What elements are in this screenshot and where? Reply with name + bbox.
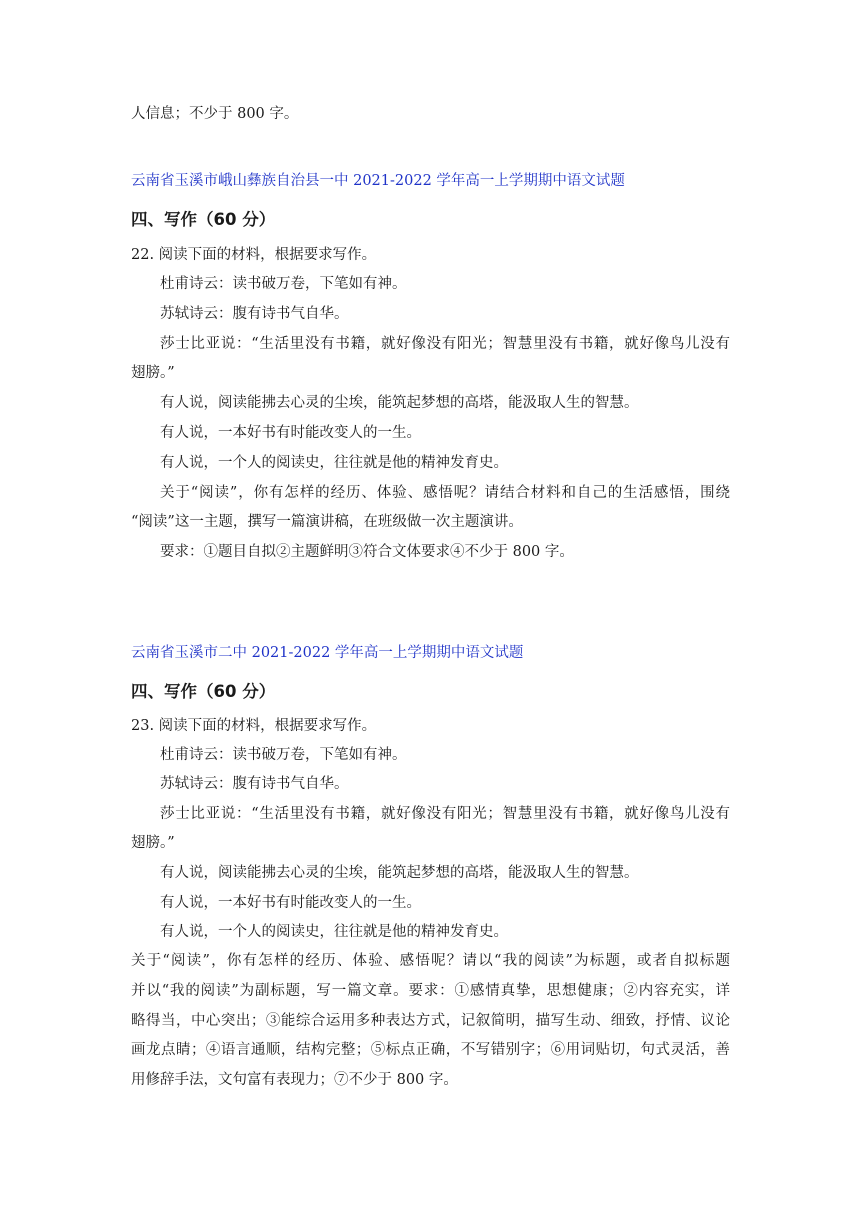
prompt-line: 关于“阅读”，你有怎样的经历、体验、感悟呢？请结合材料和自己的生活感悟，围绕: [160, 485, 730, 501]
material-line: 有人说，阅读能拂去心灵的尘埃，能筑起梦想的高塔，能汲取人生的智慧。: [160, 865, 639, 881]
material-line: 有人说，阅读能拂去心灵的尘埃，能筑起梦想的高塔，能汲取人生的智慧。: [160, 395, 639, 411]
continued-text: 人信息；不少于 800 字。: [131, 106, 299, 122]
section-heading-1: 四、写作（60 分）: [131, 210, 276, 229]
material-line: 有人说，一个人的阅读史，往往就是他的精神发育史。: [160, 455, 508, 471]
section-heading-2: 四、写作（60 分）: [131, 682, 276, 701]
material-line: 翅膀。”: [131, 365, 175, 381]
requirements-line: 要求：①题目自拟②主题鲜明③符合文体要求④不少于 800 字。: [160, 544, 574, 560]
prompt-line: 并以“我的阅读”为副标题，写一篇文章。要求：①感情真挚，思想健康；②内容充实，详: [131, 983, 730, 999]
material-line: 莎士比亚说：“生活里没有书籍，就好像没有阳光；智慧里没有书籍，就好像鸟儿没有: [160, 806, 730, 822]
prompt-line: 关于“阅读”，你有怎样的经历、体验、感悟呢？请以“我的阅读”为标题，或者自拟标题: [131, 953, 730, 969]
prompt-line: “阅读”这一主题，撰写一篇演讲稿，在班级做一次主题演讲。: [131, 514, 523, 530]
source-link-1[interactable]: 云南省玉溪市峨山彝族自治县一中 2021-2022 学年高一上学期期中语文试题: [131, 173, 625, 189]
material-line: 莎士比亚说：“生活里没有书籍，就好像没有阳光；智慧里没有书籍，就好像鸟儿没有: [160, 336, 730, 352]
prompt-line: 画龙点睛；④语言通顺，结构完整；⑤标点正确，不写错别字；⑥用词贴切，句式灵活，善: [131, 1042, 730, 1058]
material-line: 苏轼诗云：腹有诗书气自华。: [160, 776, 349, 792]
prompt-line: 用修辞手法，文句富有表现力；⑦不少于 800 字。: [131, 1072, 458, 1088]
material-line: 苏轼诗云：腹有诗书气自华。: [160, 306, 349, 322]
question-23: 23. 阅读下面的材料，根据要求写作。: [131, 718, 377, 734]
question-22: 22. 阅读下面的材料，根据要求写作。: [131, 247, 377, 263]
material-line: 翅膀。”: [131, 835, 175, 851]
prompt-line: 略得当，中心突出；③能综合运用多种表达方式，记叙简明，描写生动、细致，抒情、议论: [131, 1013, 730, 1029]
material-line: 有人说，一本好书有时能改变人的一生。: [160, 425, 421, 441]
material-line: 杜甫诗云：读书破万卷，下笔如有神。: [160, 276, 407, 292]
source-link-2[interactable]: 云南省玉溪市二中 2021-2022 学年高一上学期期中语文试题: [131, 645, 524, 661]
material-line: 杜甫诗云：读书破万卷，下笔如有神。: [160, 747, 407, 763]
material-line: 有人说，一本好书有时能改变人的一生。: [160, 895, 421, 911]
material-line: 有人说，一个人的阅读史，往往就是他的精神发育史。: [160, 924, 508, 940]
